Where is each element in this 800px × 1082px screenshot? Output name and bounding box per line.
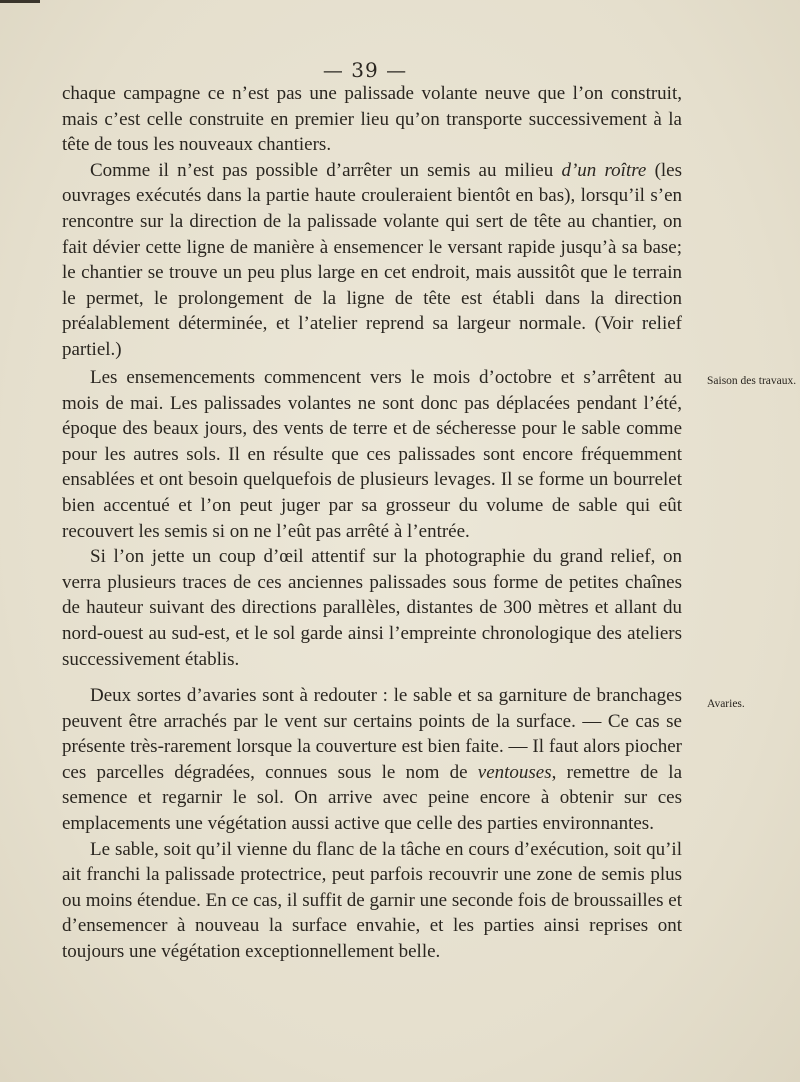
paragraph — [62, 158, 682, 363]
text-run: Comme il n’est pas possible d’arrêter un semis au milieu — [90, 159, 562, 181]
italic-term: d’un roître — [561, 159, 647, 181]
text-run: Deux sortes d’avaries sont à redouter : le sable et sa garniture de branchages peuvent être arrachés par le vent sur certains points de la surface. — Ce cas se présente très-rarement lorsque la couverture est bien faite. — Il faut alors piocher ces parcelles dégradées, connues sous le nom de — [62, 685, 682, 783]
text-block-1 — [62, 81, 682, 363]
page-number: — 39 — — [322, 58, 408, 82]
text-block-2 — [62, 365, 682, 672]
text-run: Le sable, soit qu’il vienne du flanc de la tâche en cours d’exécution, soit qu’il ait franchi la palissade protectrice, peut parfois recouvrir une zone de semis plus ou moins étendue. En ce cas, il suffit de garnir une seconde fois de broussailles et d’ensemencer à nouveau la surface envahie, et les parties ainsi reprises ont toujours une végétation exceptionnellement belle. — [62, 838, 682, 962]
text-run: (les ouvrages exécutés dans la partie haute crouleraient bientôt en bas), lorsqu’il s’en rencontre sur la direction de la palissade volante qui sert de tête au chantier, on fait dévier cette ligne de manière à ensemencer le versant rapide jusqu’à sa base; le chantier se trouve un peu plus large en cet endroit, mais aussitôt que le terrain le permet, le prolongement de la ligne de tête est établi dans la direction préalablement déterminée, et l’atelier reprend sa largeur normale. (Voir relief partiel.) — [62, 159, 682, 360]
paragraph — [62, 544, 682, 672]
paragraph — [62, 81, 682, 158]
text-run: , remettre de la semence et regarnir le sol. On arrive avec peine encore à obtenir sur ces emplacements une végétation aussi active que celle des parties environnantes. — [62, 761, 683, 834]
paragraph — [62, 837, 682, 965]
italic-term: ventouses — [477, 761, 552, 783]
text-block-3 — [62, 683, 682, 965]
text-run: Les ensemencements commencent vers le mois d’octobre et s’arrêtent au mois de mai. Les palissades volantes ne sont donc pas déplacées pendant l’été, époque des beaux jours, des vents de terre et de sécheresse pour le sable comme pour les autres sols. Il en résulte que ces palissades sont encore fréquemment ensablées et ont besoin quelquefois de plusieurs levages. Il se forme un bourrelet bien accentué et l’on peut juger par sa grosseur du volume de sable qui eût recouvert les semis si on ne l’eût pas arrêté à l’entrée. — [62, 367, 682, 542]
paragraph — [62, 365, 682, 544]
margin-note-avaries: Avaries. — [707, 698, 745, 710]
text-run: Si l’on jette un coup d’œil attentif sur la photographie du grand relief, on verra plusieurs traces de ces anciennes palissades sous forme de petites chaînes de hauteur suivant des directions parallèles, distantes de 300 mètres et allant du nord-ouest au sud-est, et le sol garde ainsi l’empreinte chronologique des ateliers successivement établis. — [62, 546, 682, 670]
paragraph — [62, 683, 682, 837]
page-edge-mark — [0, 0, 40, 3]
text-run: chaque campagne ce n’est pas une palissade volante neuve que l’on construit, mais c’est celle construite en premier lieu qu’on transporte successivement à la tête de tous les nouveaux chantiers. — [62, 83, 682, 156]
margin-note-saison: Saison des travaux. — [707, 375, 797, 387]
